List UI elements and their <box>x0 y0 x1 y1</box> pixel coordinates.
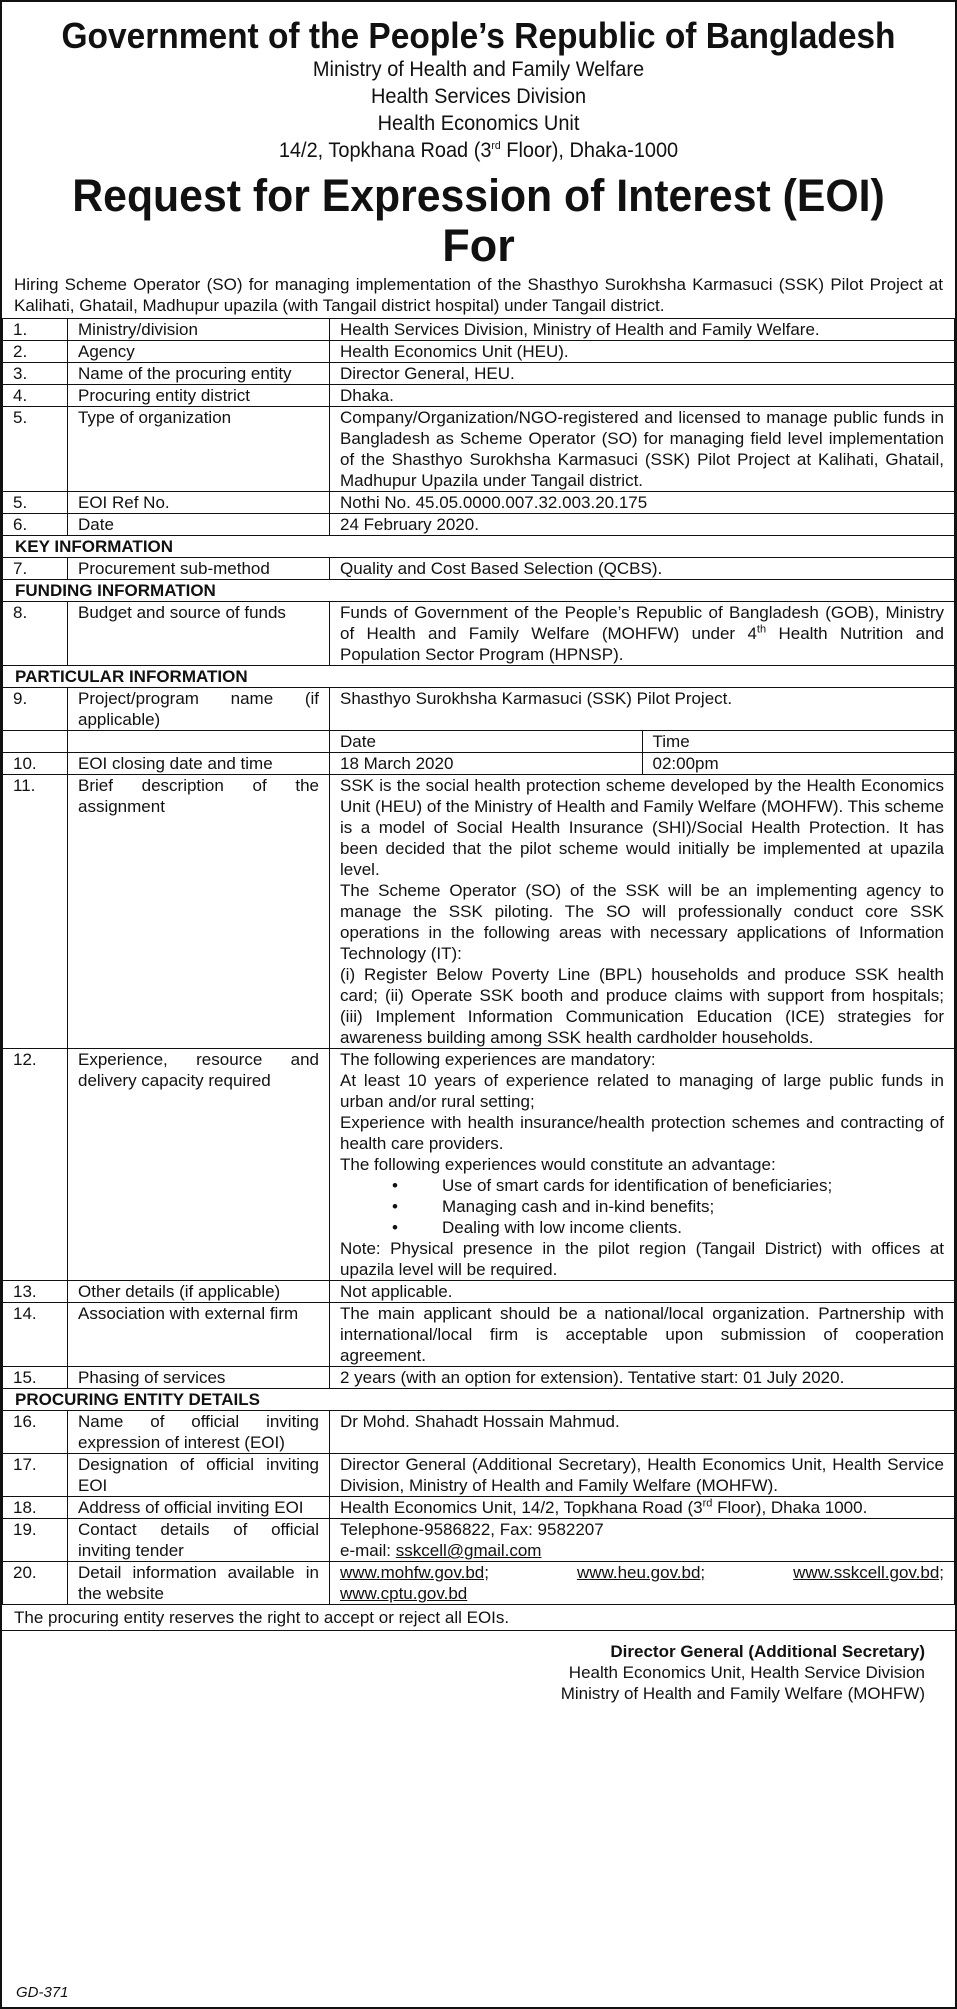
eoi-table <box>2 318 955 1605</box>
table-row: 5. Type of organization Company/Organization/NGO-registered and licensed to manage public funds in Bangladesh as Scheme Operator (SO) for managing field level implementation of the Shasthyo Surokhsha Karmasuci (SSK) Pilot Project at Kalihati, Ghatail, Madhupur Upazila under Tangail district. <box>3 407 955 492</box>
table-row: Date Time <box>3 731 955 753</box>
table-row: 1. Ministry/division Health Services Division, Ministry of Health and Family Welfare. <box>3 319 955 341</box>
table-row: 18. Address of official inviting EOI Health Economics Unit, 14/2, Topkhana Road (3rd Floor), Dhaka 1000. <box>3 1497 955 1519</box>
table-row: 13. Other details (if applicable) Not applicable. <box>3 1281 955 1303</box>
signatory-line-1: Health Economics Unit, Health Service Division <box>568 1663 925 1682</box>
table-row: 15. Phasing of services 2 years (with an option for extension). Tentative start: 01 July 2020. <box>3 1367 955 1389</box>
website-link-sskcell[interactable]: www.sskcell.gov.bd; <box>793 1563 944 1582</box>
website-link-cptu[interactable]: www.cptu.gov.bd <box>340 1584 468 1603</box>
table-row: 10. EOI closing date and time 18 March 2020 02:00pm <box>3 753 955 775</box>
signatory-line-2: Ministry of Health and Family Welfare (MOHFW) <box>560 1684 925 1703</box>
table-row: 12. Experience, resource and delivery capacity required The following experiences are mandatory: At least 10 years of experience related to managing of large public funds in urban and/or rural setting; Experience with health insurance/health protection schemes and contracting of health care providers. The following experiences would constitute an advantage: • Use of smart cards for identification of beneficiaries; • Managing cash and in-kind benefits; • Dealing with low income clients. Note: Physical presence in the pilot region (Tangail District) with offices at upazila level will be required. <box>3 1049 955 1281</box>
table-row: 11. Brief description of the assignment SSK is the social health protection scheme developed by the Health Economics Unit (HEU) of the Ministry of Health and Family Welfare (MOHFW). This scheme is a model of Social Health Insurance (SHI)/Social Health Protection. It has been decided that the pilot scheme would initially be implemented at upazila level. The Scheme Operator (SO) of the SSK will be an implementing agency to manage the SSK piloting. The SO will professionally conduct core SSK operations in the following areas with necessary applications of Information Technology (IT): (i) Register Below Poverty Line (BPL) households and produce SSK health card; (ii) Operate SSK booth and produce claims with support from hospitals; (iii) Implement Information Communication Education (ICE) strategies for awareness building among SSK health cardholder households. <box>3 775 955 1049</box>
signatory-title: Director General (Additional Secretary) <box>610 1642 925 1661</box>
table-row: 9. Project/program name (if applicable) Shasthyo Surokhsha Karmasuci (SSK) Pilot Project. <box>3 688 955 731</box>
division-name: Health Services Division <box>370 85 587 108</box>
table-row: 20. Detail information available in the website www.mohfw.gov.bd; www.heu.gov.bd; www.sskcell.gov.bd; www.cptu.gov.bd <box>3 1562 955 1605</box>
section-heading: PROCURING ENTITY DETAILS <box>3 1389 955 1411</box>
table-row: 4. Procuring entity district Dhaka. <box>3 385 955 407</box>
section-heading: PARTICULAR INFORMATION <box>3 666 955 688</box>
table-row: 19. Contact details of official inviting tender Telephone-9586822, Fax: 9582207 e-mail: sskcell@gmail.com <box>3 1519 955 1562</box>
section-heading: FUNDING INFORMATION <box>3 580 955 602</box>
office-address: 14/2, Topkhana Road (3rd Floor), Dhaka-1000 <box>278 139 679 162</box>
email-link[interactable]: sskcell@gmail.com <box>395 1541 542 1560</box>
table-row: 17. Designation of official inviting EOI Director General (Additional Secretary), Health Economics Unit, Health Service Division, Ministry of Health and Family Welfare (MOHFW). <box>3 1454 955 1497</box>
intro-text: Hiring Scheme Operator (SO) for managing implementation of the Shasthyo Surokhsha Karmasuci (SSK) Pilot Project at Kalihati, Ghatail, Madhupur upazila (with Tangail district hospital) under Tangail district. <box>14 275 943 315</box>
unit-name: Health Economics Unit <box>377 112 580 135</box>
ministry-name: Ministry of Health and Family Welfare <box>312 58 645 81</box>
list-item: • Use of smart cards for identification of beneficiaries; <box>340 1175 944 1196</box>
table-row: 3. Name of the procuring entity Director General, HEU. <box>3 363 955 385</box>
website-link-mohfw[interactable]: www.mohfw.gov.bd; <box>340 1563 489 1582</box>
government-title: Government of the People’s Republic of Bangladesh <box>61 15 896 56</box>
list-item: • Dealing with low income clients. <box>340 1217 944 1238</box>
notice-title-for: For <box>442 220 515 271</box>
header <box>2 16 955 270</box>
document-code: GD-371 <box>16 1984 69 2001</box>
section-heading: KEY INFORMATION <box>3 536 955 558</box>
signature-block <box>2 1631 955 1704</box>
notice-title: Request for Expression of Interest (EOI) <box>72 170 885 221</box>
table-row: 6. Date 24 February 2020. <box>3 514 955 536</box>
table-row: 16. Name of official inviting expression of interest (EOI) Dr Mohd. Shahadt Hossain Mahmud. <box>3 1411 955 1454</box>
table-row: 2. Agency Health Economics Unit (HEU). <box>3 341 955 363</box>
contact-phone: Telephone-9586822, Fax: 9582207 <box>340 1520 604 1539</box>
table-row: 5. EOI Ref No. Nothi No. 45.05.0000.007.32.003.20.175 <box>3 492 955 514</box>
website-link-heu[interactable]: www.heu.gov.bd; <box>576 1563 706 1582</box>
reservation-note: The procuring entity reserves the right to accept or reject all EOIs. <box>2 1605 955 1631</box>
advantage-list <box>340 1175 944 1238</box>
table-row: 14. Association with external firm The main applicant should be a national/local organization. Partnership with international/local firm is acceptable upon submission of cooperation agreement. <box>3 1303 955 1367</box>
table-row: 7. Procurement sub-method Quality and Cost Based Selection (QCBS). <box>3 558 955 580</box>
table-row: 8. Budget and source of funds Funds of Government of the People’s Republic of Bangladesh (GOB), Ministry of Health and Family Welfare (MOHFW) under 4th Health Nutrition and Population Sector Program (HPNSP). <box>3 602 955 666</box>
list-item: • Managing cash and in-kind benefits; <box>340 1196 944 1217</box>
